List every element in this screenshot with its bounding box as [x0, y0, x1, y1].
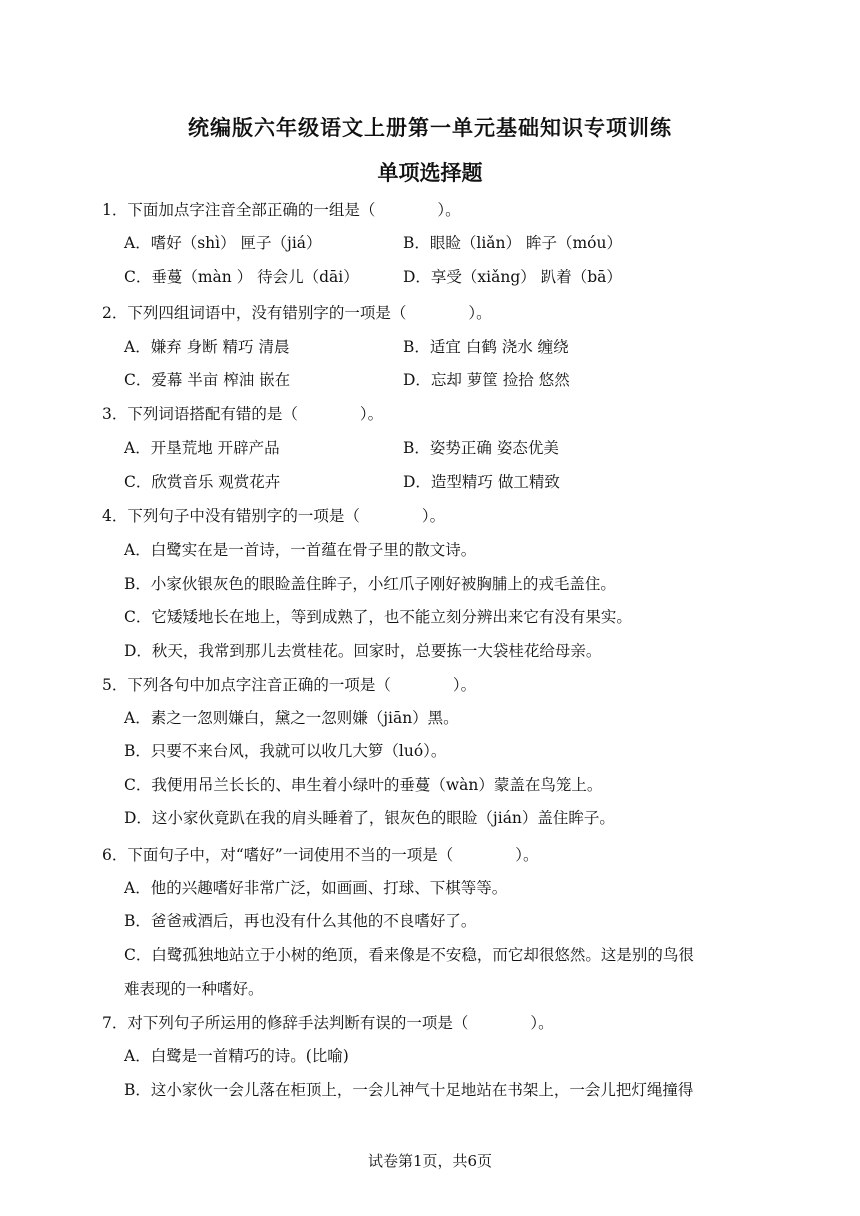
- option-b: B．小家伙银灰色的眼睑盖住眸子，小红爪子刚好被胸脯上的戎毛盖住。: [124, 575, 616, 593]
- option-c: C．我便用吊兰长长的、串生着小绿叶的垂蔓（wàn）蒙盖在鸟笼上。: [124, 776, 603, 794]
- option-c: C．欣赏音乐 观赏花卉: [124, 473, 281, 491]
- page-title: 统编版六年级语文上册第一单元基础知识专项训练: [188, 116, 672, 140]
- option-a: A．素之一忽则嫌白，黛之一忽则嫌（jiān）黑。: [124, 709, 459, 727]
- option-a: A．开垦荒地 开辟产品: [124, 439, 280, 457]
- option-b: B．眼睑（liǎn） 眸子（móu）: [403, 234, 622, 252]
- option-a: A．白鹭实在是一首诗，一首蕴在骨子里的散文诗。: [124, 541, 477, 559]
- option-c: C．爱幕 半亩 榨油 嵌在: [124, 371, 291, 389]
- option-c: C．垂蔓（màn ） 待会儿（dāi）: [124, 268, 359, 286]
- option-b: B．适宜 白鹤 浇水 缠绕: [403, 338, 569, 356]
- option-d: D．忘却 萝筐 捡拾 悠然: [403, 371, 570, 389]
- question-stem: 2．下列四组词语中，没有错别字的一项是（ ）。: [102, 304, 492, 322]
- option-b: B．只要不来台风，我就可以收几大箩（luó）。: [124, 742, 447, 760]
- option-c: C．它矮矮地长在地上，等到成熟了，也不能立刻分辨出来它有没有果实。: [124, 608, 632, 626]
- option-d: D．享受（xiǎng） 趴着（bā）: [403, 268, 622, 286]
- option-b: B．爸爸戒酒后，再也没有什么其他的不良嗜好了。: [124, 912, 477, 930]
- question-stem: 3．下列词语搭配有错的是（ ）。: [102, 405, 384, 423]
- option-d: D．造型精巧 做工精致: [403, 473, 560, 491]
- question-stem: 5．下列各句中加点字注音正确的一项是（ ）。: [102, 676, 477, 694]
- option-d: D．秋天，我常到那儿去赏桂花。回家时，总要拣一大袋桂花给母亲。: [124, 642, 602, 660]
- option-a: A．他的兴趣嗜好非常广泛，如画画、打球、下棋等等。: [124, 879, 508, 897]
- question-stem: 6．下面句子中，对“嗜好”一词使用不当的一项是（ ）。: [102, 846, 539, 864]
- option-a: A．白鹭是一首精巧的诗。(比喻): [124, 1047, 349, 1065]
- section-title: 单项选择题: [377, 161, 483, 185]
- question-stem: 4．下列句子中没有错别字的一项是（ ）。: [102, 507, 446, 525]
- option-c: C．白鹭孤独地站立于小树的绝顶，看来像是不安稳，而它却很悠然。这是别的鸟很: [124, 946, 694, 964]
- option-a: A．嗜好（shì） 匣子（jiá）: [124, 234, 322, 252]
- option-b: B．这小家伙一会儿落在柜顶上，一会儿神气十足地站在书架上，一会儿把灯绳撞得: [124, 1081, 694, 1099]
- option-c-continued: 难表现的一种嗜好。: [124, 980, 264, 998]
- page-footer: 试卷第1页，共6页: [367, 1152, 493, 1170]
- option-a: A．嫌弃 身断 精巧 清晨: [124, 338, 290, 356]
- option-d: D．这小家伙竟趴在我的肩头睡着了，银灰色的眼睑（jián）盖住眸子。: [124, 809, 615, 827]
- question-stem: 1．下面加点字注音全部正确的一组是（ ）。: [102, 201, 461, 219]
- option-b: B．姿势正确 姿态优美: [403, 439, 559, 457]
- question-stem: 7．对下列句子所运用的修辞手法判断有误的一项是（ ）。: [102, 1014, 554, 1032]
